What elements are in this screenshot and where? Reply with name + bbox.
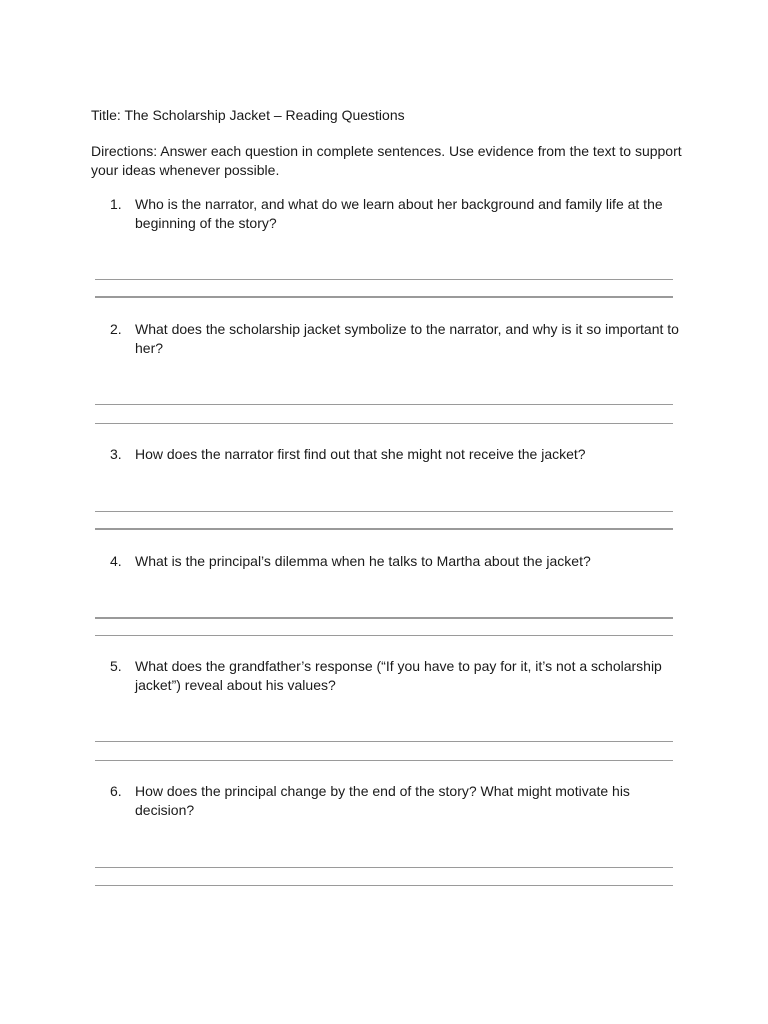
- answer-line[interactable]: [95, 885, 673, 886]
- question-2: [110, 320, 680, 358]
- question-number: 4.: [110, 553, 122, 569]
- question-number: 6.: [110, 783, 122, 799]
- question-number: 5.: [110, 658, 122, 674]
- question-text: What is the principal’s dilemma when he talks to Martha about the jacket?: [135, 553, 591, 569]
- question-1: [110, 195, 680, 233]
- answer-line[interactable]: [95, 617, 673, 619]
- question-text: Who is the narrator, and what do we learn about her background and family life at the beginning of the story?: [135, 196, 663, 231]
- answer-line[interactable]: [95, 423, 673, 424]
- question-6: [110, 782, 680, 820]
- question-5: [110, 657, 680, 695]
- answer-line[interactable]: [95, 279, 673, 280]
- answer-line[interactable]: [95, 511, 673, 512]
- question-text: How does the narrator first find out that she might not receive the jacket?: [135, 446, 586, 462]
- answer-line[interactable]: [95, 296, 673, 298]
- question-number: 2.: [110, 321, 122, 337]
- directions-text: Directions: Answer each question in complete sentences. Use evidence from the text to support your ideas whenever possible.: [91, 143, 682, 178]
- question-number: 1.: [110, 196, 122, 212]
- question-text: How does the principal change by the end of the story? What might motivate his decision?: [135, 783, 630, 818]
- page-title: Title: The Scholarship Jacket – Reading Questions: [91, 107, 405, 123]
- question-3: [110, 445, 680, 464]
- answer-line[interactable]: [95, 760, 673, 761]
- question-text: What does the scholarship jacket symbolize to the narrator, and why is it so important to her?: [135, 321, 679, 356]
- answer-line[interactable]: [95, 404, 673, 405]
- answer-line[interactable]: [95, 741, 673, 742]
- answer-line[interactable]: [95, 528, 673, 530]
- question-text: What does the grandfather’s response (“If you have to pay for it, it’s not a scholarship jacket”) reveal about his values?: [135, 658, 662, 693]
- answer-line[interactable]: [95, 635, 673, 636]
- answer-line[interactable]: [95, 867, 673, 868]
- question-number: 3.: [110, 446, 122, 462]
- question-4: [110, 552, 680, 571]
